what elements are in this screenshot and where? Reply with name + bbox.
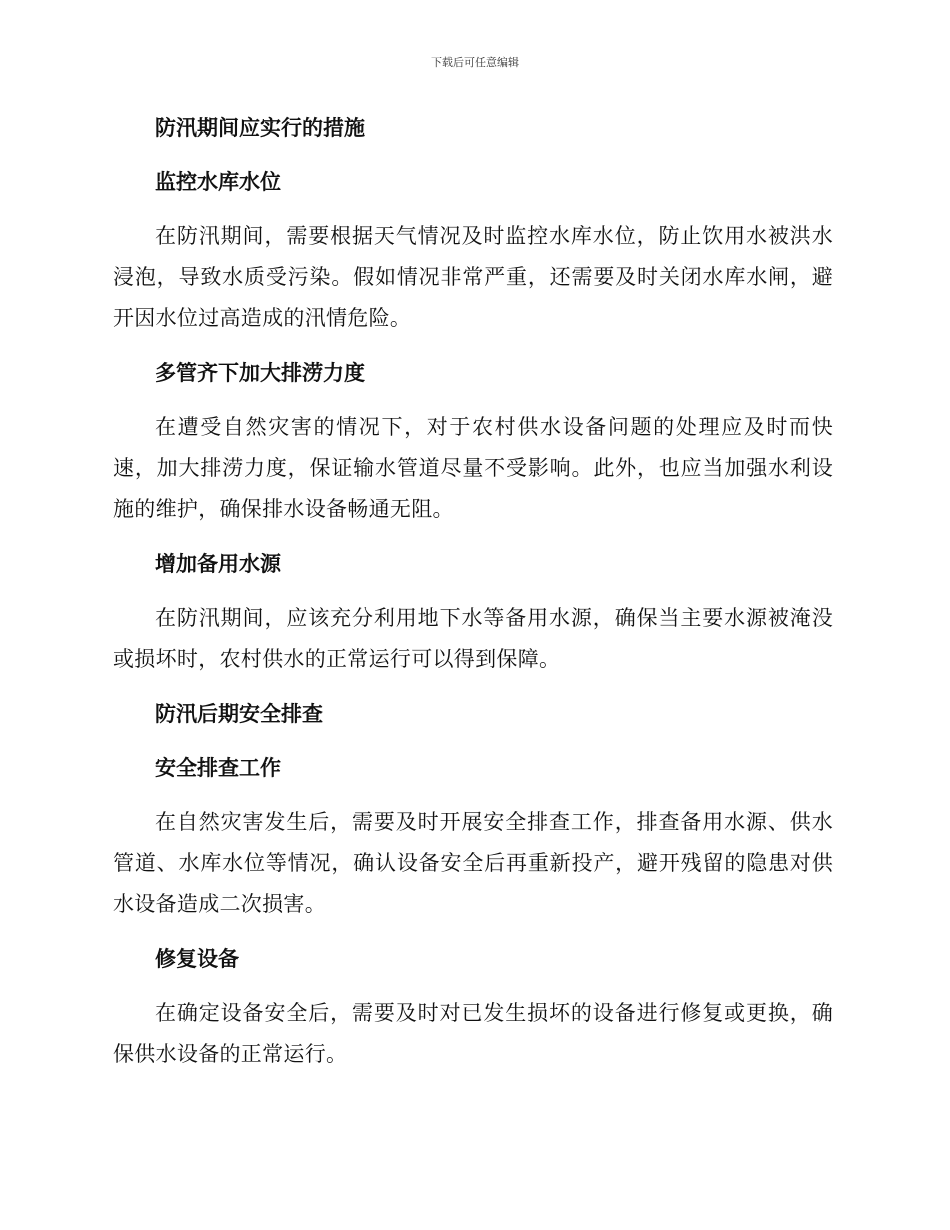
paragraph-reservoir: 在防汛期间，需要根据天气情况及时监控水库水位，防止饮用水被洪水浸泡，导致水质受污染。假如情况非常严重，还需要及时关闭水库水闸，避开因水位过高造成的汛情危险。 xyxy=(113,224,833,330)
paragraph-drainage: 在遭受自然灾害的情况下，对于农村供水设备问题的处理应及时而快速，加大排涝力度，保证输水管道尽量不受影响。此外，也应当加强水利设施的维护，确保排水设备畅通无阻。 xyxy=(113,415,833,521)
paragraph-backup-water: 在防汛期间，应该充分利用地下水等备用水源，确保当主要水源被淹没或损坏时，农村供水的正常运行可以得到保障。 xyxy=(113,606,833,671)
page-header-note: 下载后可任意编辑 xyxy=(431,56,519,69)
paragraph-repair: 在确定设备安全后，需要及时对已发生损坏的设备进行修复或更换，确保供水设备的正常运行。 xyxy=(113,1001,833,1066)
subsection-heading-drainage: 多管齐下加大排涝力度 xyxy=(155,361,365,385)
paragraph-safety-check: 在自然灾害发生后，需要及时开展安全排查工作，排查备用水源、供水管道、水库水位等情况，确认设备安全后再重新投产，避开残留的隐患对供水设备造成二次损害。 xyxy=(113,810,833,916)
subsection-heading-repair: 修复设备 xyxy=(155,947,239,971)
subsection-heading-reservoir: 监控水库水位 xyxy=(155,170,281,194)
section-heading-measures: 防汛期间应实行的措施 xyxy=(155,116,365,140)
section-heading-inspection: 防汛后期安全排查 xyxy=(155,702,323,726)
document-body xyxy=(113,108,833,1089)
subsection-heading-safety-check: 安全排查工作 xyxy=(155,756,281,780)
subsection-heading-backup-water: 增加备用水源 xyxy=(155,552,281,576)
